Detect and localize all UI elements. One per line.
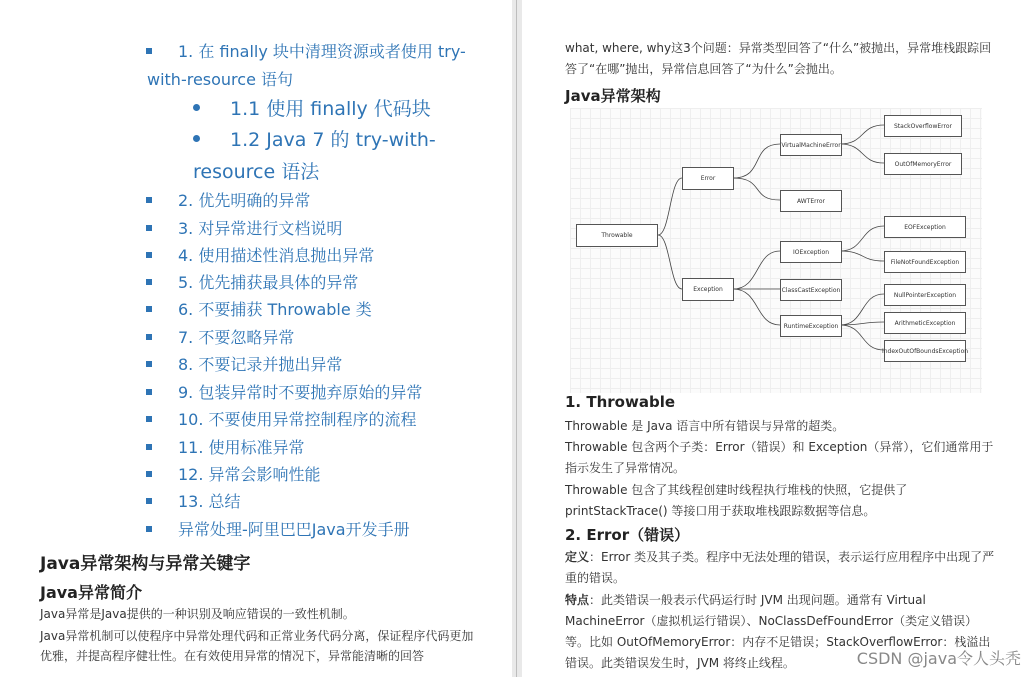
node-virtual-machine-error: VirtualMachineError [780, 134, 842, 156]
node-null-pointer-exception: NullPointerException [884, 284, 966, 306]
connector-line [840, 322, 884, 325]
watermark: CSDN @java令人头秃 [856, 649, 1021, 668]
connector-line [733, 289, 780, 325]
toc-item[interactable]: 5. 优先捕获最具体的异常 [146, 272, 358, 294]
square-bullet-icon [146, 471, 152, 477]
toc-item[interactable]: 3. 对异常进行文档说明 [146, 218, 342, 240]
square-bullet-icon [146, 498, 152, 504]
toc-item[interactable]: 4. 使用描述性消息抛出异常 [146, 245, 374, 267]
toc-item[interactable]: 13. 总结 [146, 491, 241, 513]
connector-line [840, 226, 884, 251]
toc-item[interactable]: 1. 在 finally 块中清理资源或者使用 try- [146, 41, 466, 63]
dot-bullet-icon [193, 104, 200, 111]
toc-subitem[interactable]: 1.1 使用 finally 代码块 [193, 94, 431, 124]
node-class-cast-exception: ClassCastException [780, 279, 842, 301]
node-io-exception: IOException [780, 241, 842, 263]
toc-item[interactable]: 9. 包装异常时不要抛弃原始的异常 [146, 382, 422, 404]
definition-paragraph: 定义：Error 类及其子类。程序中无法处理的错误，表示运行应用程序中出现了严重的错误。 [565, 550, 995, 585]
paragraph: Throwable 包含两个子类：Error（错误）和 Exception（异常），它们通常用于指示发生了异常情况。 [565, 440, 994, 475]
square-bullet-icon [146, 197, 152, 203]
page-gutter [512, 0, 522, 677]
square-bullet-icon [146, 279, 152, 285]
connector-line [840, 325, 884, 350]
square-bullet-icon [146, 48, 152, 54]
node-index-out-of-bounds-exception: IndexOutOfBoundsException [884, 340, 966, 362]
square-bullet-icon [146, 389, 152, 395]
square-bullet-icon [146, 252, 152, 258]
paragraph: Throwable 是 Java 语言中所有错误与异常的超类。 [565, 419, 845, 433]
toc-item[interactable]: 11. 使用标准异常 [146, 437, 305, 459]
paragraph: Java异常是Java提供的一种识别及响应错误的一致性机制。 [40, 607, 355, 621]
feature-paragraph: 特点：此类错误一般表示代码运行时 JVM 出现问题。通常有 Virtual MachineError（虚拟机运行错误）、NoClassDefFoundError（类定义错误）等。比如 OutOfMemoryError：内存不足错误；StackOverflowError：栈溢出错误。此类错误发生时，JVM 将终止线程。 [565, 593, 991, 670]
section-heading: Java异常架构与异常关键字 [40, 554, 251, 574]
feature-label: 特点 [565, 593, 590, 607]
paragraph: Throwable 包含了其线程创建时线程执行堆栈的快照，它提供了 printStackTrace() 等接口用于获取堆栈跟踪数据等信息。 [565, 483, 908, 518]
node-awt-error: AWTError [780, 190, 842, 212]
connector-line [733, 251, 780, 289]
connector-line [733, 144, 780, 178]
node-throwable: Throwable [576, 224, 658, 247]
node-stack-overflow-error: StackOverflowError [884, 115, 962, 137]
dot-bullet-icon [193, 135, 200, 142]
square-bullet-icon [146, 225, 152, 231]
node-out-of-memory-error: OutOfMemoryError [884, 153, 962, 175]
connector-line [658, 235, 682, 289]
paragraph: what, where, why这3个问题：异常类型回答了“什么”被抛出，异常堆栈跟踪回答了“在哪”抛出，异常信息回答了“为什么”会抛出。 [565, 41, 992, 76]
square-bullet-icon [146, 526, 152, 532]
node-file-not-found-exception: FileNotFoundException [884, 251, 966, 273]
subsection-heading: Java异常简介 [40, 583, 142, 602]
node-eof-exception: EOFException [884, 216, 966, 238]
section-heading: Java异常架构 [565, 87, 661, 105]
square-bullet-icon [146, 416, 152, 422]
node-exception: Exception [682, 278, 734, 301]
paragraph: Java异常机制可以使程序中异常处理代码和正常业务代码分离，保证程序代码更加优雅，并提高程序健壮性。在有效使用异常的情况下，异常能清晰的回答 [40, 629, 474, 663]
node-arithmetic-exception: ArithmeticException [884, 312, 966, 334]
exception-hierarchy-diagram [570, 108, 982, 393]
connector-line [840, 294, 884, 325]
connector-line [840, 144, 884, 163]
square-bullet-icon [146, 334, 152, 340]
toc-item-continuation[interactable]: with-resource 语句 [147, 70, 294, 89]
connector-line [840, 125, 884, 144]
toc-item[interactable]: 异常处理-阿里巴巴Java开发手册 [146, 519, 410, 541]
node-runtime-exception: RuntimeException [780, 315, 842, 337]
section-heading: 1. Throwable [565, 393, 676, 411]
toc-item[interactable]: 8. 不要记录并抛出异常 [146, 354, 342, 376]
page-divider [516, 0, 517, 677]
toc-item[interactable]: 12. 异常会影响性能 [146, 464, 321, 486]
square-bullet-icon [146, 444, 152, 450]
toc-item[interactable]: 7. 不要忽略异常 [146, 327, 294, 349]
connector-line [733, 178, 780, 200]
connector-line [658, 178, 682, 235]
toc-item[interactable]: 10. 不要使用异常控制程序的流程 [146, 409, 417, 431]
definition-label: 定义 [565, 550, 590, 564]
square-bullet-icon [146, 361, 152, 367]
toc-subitem-continuation[interactable]: resource 语法 [193, 161, 320, 183]
square-bullet-icon [146, 306, 152, 312]
toc-item[interactable]: 2. 优先明确的异常 [146, 190, 310, 212]
node-error: Error [682, 167, 734, 190]
toc-subitem[interactable]: 1.2 Java 7 的 try-with- [193, 125, 436, 155]
connector-line [840, 251, 884, 261]
section-heading: 2. Error（错误） [565, 526, 690, 544]
toc-item[interactable]: 6. 不要捕获 Throwable 类 [146, 299, 372, 321]
